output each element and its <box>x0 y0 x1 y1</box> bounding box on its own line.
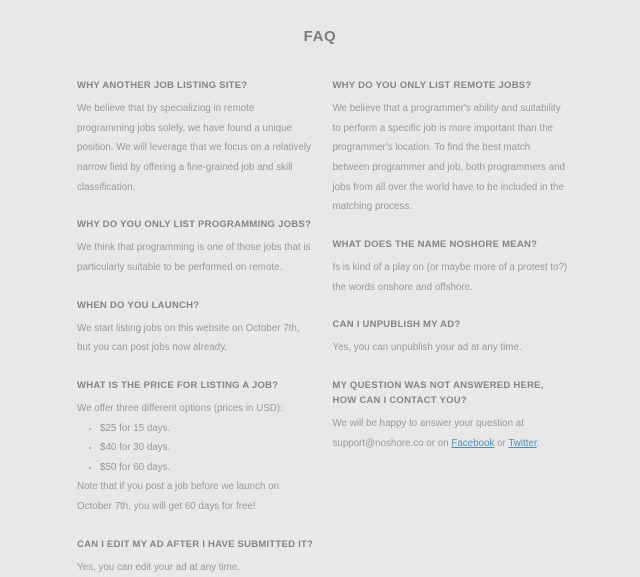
twitter-link[interactable]: Twitter <box>508 437 537 449</box>
contact-text-middle: or <box>494 437 509 449</box>
faq-question: WHAT IS THE PRICE FOR LISTING A JOB? <box>77 379 279 391</box>
faq-question: WHAT DOES THE NAME NOSHORE MEAN? <box>332 238 538 250</box>
faq-answer: Yes, you can edit your ad at any time. <box>77 561 241 573</box>
page-title: FAQ <box>303 28 337 45</box>
faq-item <box>332 378 568 454</box>
faq-item <box>77 537 313 577</box>
faq-answer: Is is kind of a play on (or maybe more of a protest to?) the words onshore and offshore. <box>332 261 568 293</box>
faq-question: WHY DO YOU ONLY LIST PROGRAMMING JOBS? <box>77 219 312 231</box>
faq-question: WHEN DO YOU LAUNCH? <box>77 299 200 311</box>
faq-question: WHY DO YOU ONLY LIST REMOTE JOBS? <box>332 80 532 91</box>
contact-text-before: We will be happy to answer your question at support@noshore.co or on <box>332 418 524 449</box>
faq-question: MY QUESTION WAS NOT ANSWERED HERE, HOW CAN I CONTACT YOU? <box>332 379 544 407</box>
faq-answer: We believe that by specializing in remote programming jobs solely, we have found a unique position. We will leverage that we focus on a relatively narrow field by offering a fine-grained job and skill classification. <box>77 103 311 193</box>
faq-item <box>332 237 568 297</box>
faq-column-right <box>332 78 568 453</box>
list-item: • $50 for 60 days. <box>100 458 313 478</box>
faq-answer: We think that programming is one of those jobs that is particularly suitable to be performed on remote. <box>77 242 311 273</box>
faq-item <box>77 298 313 358</box>
faq-item <box>77 78 313 197</box>
faq-item <box>77 378 313 517</box>
faq-item <box>77 217 313 277</box>
faq-answer-note: Note that if you post a job before we launch on October 7th, you will get 60 days for free! <box>77 481 280 513</box>
faq-columns <box>0 78 640 577</box>
faq-answer: We offer three different options (prices in USD): <box>77 403 283 415</box>
faq-question: WHY ANOTHER JOB LISTING SITE? <box>77 80 248 91</box>
faq-answer: Yes, you can unpublish your ad at any time. <box>332 342 522 354</box>
list-item: • $40 for 30 days. <box>100 438 313 458</box>
faq-answer-contact <box>332 414 568 453</box>
faq-question: CAN I UNPUBLISH MY AD? <box>332 319 461 331</box>
faq-question: CAN I EDIT MY AD AFTER I HAVE SUBMITTED IT? <box>77 538 314 550</box>
faq-answer: We start listing jobs on this website on October 7th, but you can post jobs now already. <box>77 322 300 354</box>
contact-text-after: . <box>536 437 540 449</box>
list-item: • $25 for 15 days. <box>100 419 313 439</box>
faq-column-left <box>77 78 313 577</box>
faq-item <box>332 317 568 358</box>
faq-answer: We believe that a programmer's ability and suitability to perform a specific job is more important than the programmer's location. To find the best match between programmer and job, both programmers and jobs from all over the world have to be included in the matching process. <box>332 103 565 213</box>
faq-item <box>332 78 568 217</box>
price-option-list <box>77 419 313 478</box>
facebook-link[interactable]: Facebook <box>451 437 495 449</box>
